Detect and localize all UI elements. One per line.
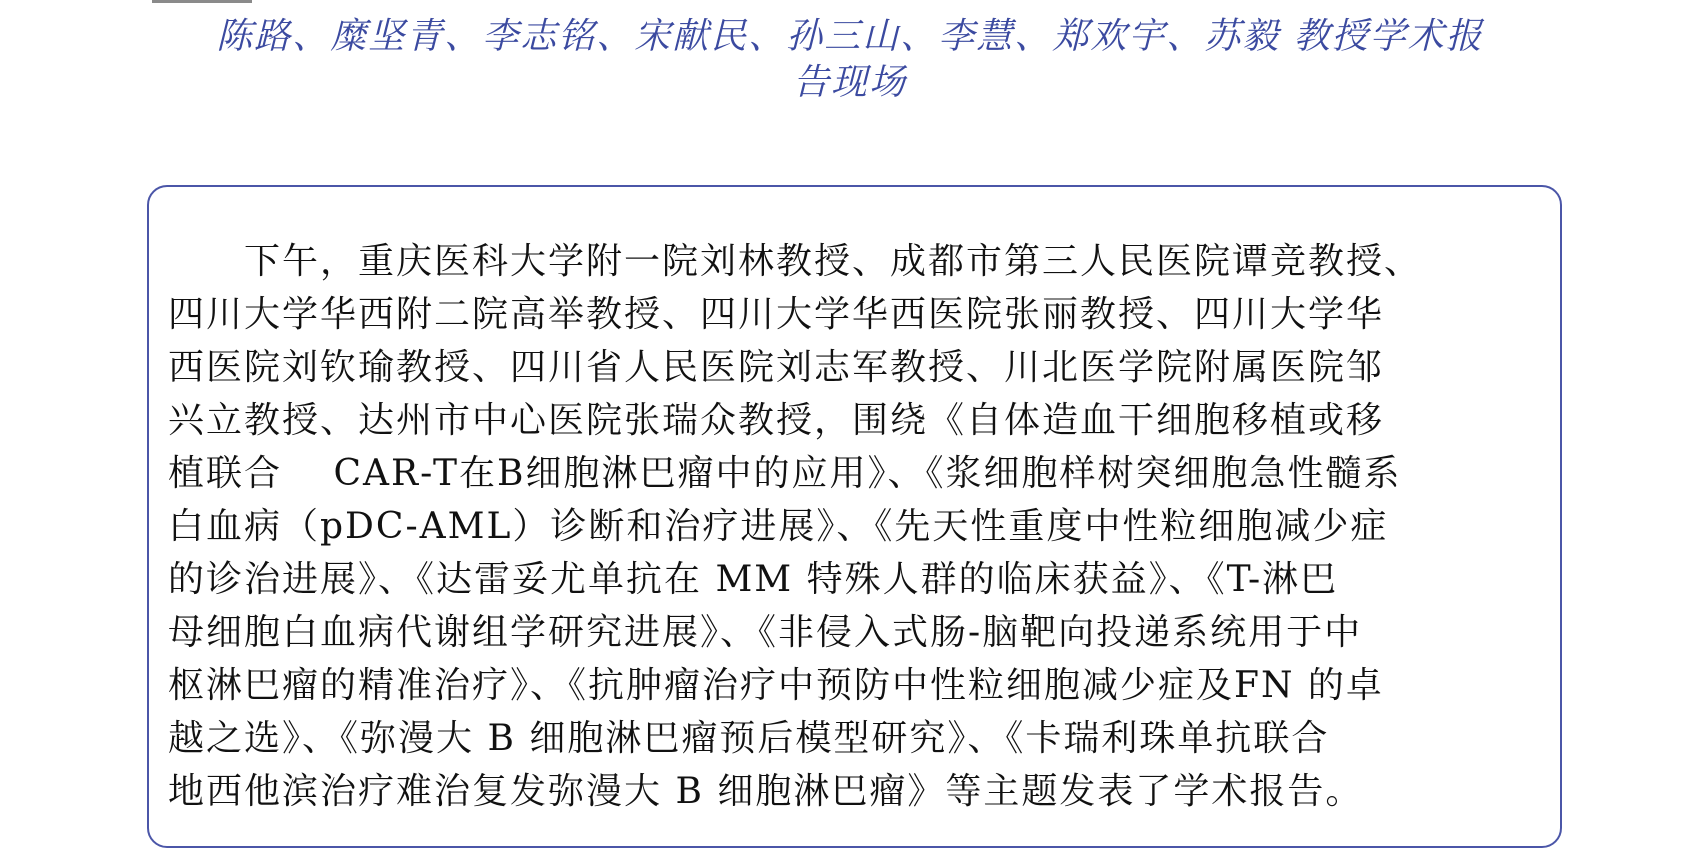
paragraph-line: 下午，重庆医科大学附一院刘林教授、成都市第三人民医院谭竞教授、	[168, 241, 1423, 282]
paragraph-line: 西医院刘钦瑜教授、四川省人民医院刘志军教授、川北医学院附属医院邹	[168, 347, 1385, 388]
paragraph-line: 越之选》、《弥漫大 B 细胞淋巴瘤预后模型研究》、《卡瑞利珠单抗联合	[168, 718, 1330, 759]
article-paragraph	[168, 235, 1558, 818]
paragraph-line: 四川大学华西附二院高举教授、四川大学华西医院张丽教授、四川大学华	[168, 294, 1385, 335]
paragraph-line: 枢淋巴瘤的精准治疗》、《抗肿瘤治疗中预防中性粒细胞减少症及FN 的卓	[168, 665, 1384, 706]
paragraph-line: 白血病（pDC-AML）诊断和治疗进展》、《先天性重度中性粒细胞减少症	[168, 506, 1389, 547]
paragraph-line: 地西他滨治疗难治复发弥漫大 B 细胞淋巴瘤》等主题发表了学术报告。	[168, 771, 1364, 812]
photo-caption	[140, 14, 1560, 106]
caption-line: 告现场	[792, 62, 907, 103]
top-divider	[152, 0, 252, 3]
paragraph-line: 母细胞白血病代谢组学研究进展》、《非侵入式肠-脑靶向投递系统用于中	[168, 612, 1363, 653]
paragraph-line: 兴立教授、达州市中心医院张瑞众教授，围绕《自体造血干细胞移植或移	[168, 400, 1385, 441]
paragraph-line: 植联合 CAR-T在B细胞淋巴瘤中的应用》、《浆细胞样树突细胞急性髓系	[168, 453, 1402, 494]
caption-line: 陈路、糜坚青、李志铭、宋献民、孙三山、李慧、郑欢宇、苏毅 教授学术报	[216, 16, 1484, 57]
paragraph-line: 的诊治进展》、《达雷妥尤单抗在 MM 特殊人群的临床获益》、《T-淋巴	[168, 559, 1339, 600]
